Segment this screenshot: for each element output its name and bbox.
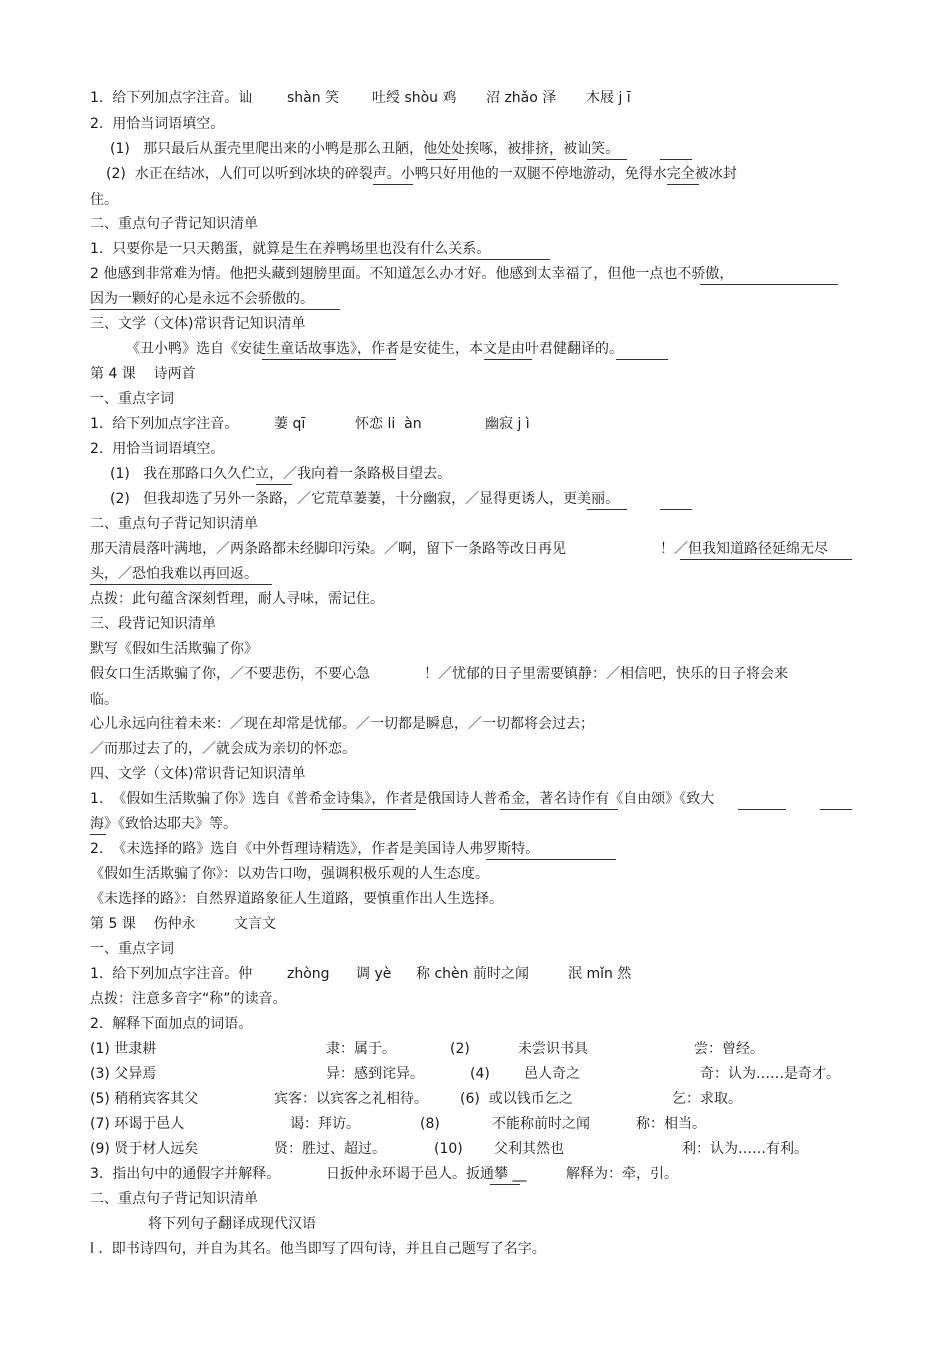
text-segment: 3. 指出句中的通假字并解释。 xyxy=(90,1166,281,1182)
text-segment: 二、重点句子背记知识清单 xyxy=(90,216,258,232)
underline xyxy=(90,834,106,835)
text-segment: (8) xyxy=(420,1116,440,1132)
text-segment: (1) 我在那路口久久伫立，／我向着一条路极目望去。 xyxy=(110,466,452,482)
text-segment: 点拨：此句蕴含深刻哲理，耐人寻味，需记住。 xyxy=(90,591,384,607)
underline xyxy=(660,509,692,510)
text-segment: 谒：拜访。 xyxy=(290,1116,360,1132)
text-segment: 隶：属于。 xyxy=(326,1041,396,1057)
text-line xyxy=(90,1014,860,1038)
text-line xyxy=(90,1089,860,1113)
text-line xyxy=(90,1189,860,1213)
text-segment: 父利其然也 xyxy=(494,1141,564,1157)
text-segment: 四、文学（文体)常识背记知识清单 xyxy=(90,766,306,782)
text-segment: 不能称前时之闻 xyxy=(492,1116,590,1132)
underline xyxy=(90,584,272,585)
text-line xyxy=(90,139,860,163)
text-line xyxy=(90,214,860,238)
text-line xyxy=(90,289,860,313)
underline xyxy=(272,259,550,260)
text-segment: 奇：认为……是奇才。 xyxy=(700,1066,840,1082)
text-segment: (2) 水正在结冰，人们可以听到冰块的碎裂声。小鸭只好用他的一双腿不停地游动，免得水完全被冰封 xyxy=(106,166,737,182)
text-segment: 点拨：注意多音字“称”的读音。 xyxy=(90,991,287,1007)
text-segment: (7) 环谒于邑人 xyxy=(90,1116,185,1132)
text-segment: (9) 贤于材人远矣 xyxy=(90,1141,199,1157)
text-line xyxy=(90,190,860,214)
text-line xyxy=(90,1214,860,1238)
underline xyxy=(500,809,564,810)
text-segment: shàn 笑 xyxy=(287,90,340,106)
text-line xyxy=(90,639,860,663)
text-segment: l . 即书诗四句，并自为其名。他当即写了四句诗，并且自己题写了名字。 xyxy=(90,1241,546,1257)
text-line xyxy=(90,1139,860,1163)
text-segment: 住。 xyxy=(90,192,118,208)
text-line xyxy=(90,88,860,112)
text-segment: 怀恋 li àn xyxy=(355,416,422,432)
text-line xyxy=(90,489,860,513)
text-segment: (1) 世隶耕 xyxy=(90,1041,157,1057)
text-line xyxy=(90,864,860,888)
text-segment: 假女口生活欺骗了你，／不要悲伤，不要心急 xyxy=(90,666,370,682)
text-segment: 异：感到诧异。 xyxy=(326,1066,424,1082)
text-segment: 头，／恐怕我难以再回返。 xyxy=(90,566,258,582)
text-segment: 泯 mǐn 然 xyxy=(568,966,632,982)
underline xyxy=(587,509,627,510)
text-line xyxy=(90,464,860,488)
text-segment: 《假如生活欺骗了你》：以劝告口吻，强调积极乐观的人生态度。 xyxy=(90,866,489,882)
text-line xyxy=(90,564,860,588)
text-segment: 1. 给下列加点字注音。仲 xyxy=(90,966,253,982)
text-segment: (10) xyxy=(434,1141,463,1157)
text-line xyxy=(90,1239,860,1263)
text-line xyxy=(90,114,860,138)
text-line xyxy=(90,364,860,388)
text-line xyxy=(90,914,860,938)
text-line xyxy=(90,539,860,563)
text-line xyxy=(90,690,860,714)
text-segment: 日扳仲永环谒于邑人。扳通攀 __ xyxy=(326,1166,527,1182)
underline xyxy=(700,284,838,285)
text-line xyxy=(90,814,860,838)
text-segment: zhòng xyxy=(287,966,330,982)
underline xyxy=(256,484,292,485)
text-line xyxy=(90,514,860,538)
text-line xyxy=(90,1064,860,1088)
text-segment: (2) xyxy=(450,1041,470,1057)
text-line xyxy=(90,714,860,738)
text-segment: 萋 qī xyxy=(274,416,306,432)
text-segment: 2 他感到非常难为情。他把头藏到翅膀里面。不知道怎么办才好。他感到太幸福了，但他一点也不骄傲， xyxy=(90,266,734,282)
text-segment: ！／但我知道路径延绵无尽 xyxy=(660,541,828,557)
text-segment: 解释为：牵，引。 xyxy=(566,1166,678,1182)
underline xyxy=(484,359,532,360)
text-segment: 1. 《假如生活欺骗了你》选自《普希金诗集》，作者是俄国诗人普希金，著名诗作有《自由颂》《致大 xyxy=(90,791,715,807)
text-segment: 《未选择的路》：自然界道路象征人生道路，要慎重作出人生选择。 xyxy=(90,891,503,907)
text-segment: 2. 用恰当词语填空。 xyxy=(90,441,225,457)
text-segment: ／而那过去了的，／就会成为亲切的怀恋。 xyxy=(90,741,356,757)
text-segment: 海》《致恰达耶夫》等。 xyxy=(90,816,237,832)
underline xyxy=(426,159,458,160)
text-line xyxy=(90,164,860,188)
text-segment: 三、段背记知识清单 xyxy=(90,616,216,632)
underline xyxy=(373,184,413,185)
text-segment: ！／忧郁的日子里需要镇静：／相信吧，快乐的日子将会来 xyxy=(424,666,788,682)
text-segment: 因为一颗好的心是永远不会骄傲的。 xyxy=(90,291,314,307)
text-segment: 利：认为……有利。 xyxy=(682,1141,808,1157)
underline xyxy=(738,809,786,810)
text-segment: 临。 xyxy=(90,692,118,708)
text-segment: (2) 但我却选了另外一条路，／它荒草萋萋，十分幽寂，／显得更诱人，更美丽。 xyxy=(110,491,620,507)
text-segment: 吐绶 shòu 鸡 xyxy=(372,90,457,106)
text-segment: (5) 稍稍宾客其父 xyxy=(90,1091,199,1107)
text-line xyxy=(90,414,860,438)
underline xyxy=(820,809,852,810)
text-segment: 1. 给下列加点字注音。 xyxy=(90,416,239,432)
text-segment: (4) xyxy=(470,1066,490,1082)
text-line xyxy=(90,889,860,913)
text-line xyxy=(90,764,860,788)
text-line xyxy=(90,939,860,963)
text-segment: 幽寂 j ì xyxy=(485,416,530,432)
text-segment: 一、重点字词 xyxy=(90,391,174,407)
text-line xyxy=(90,389,860,413)
text-segment: 2. 《未选择的路》选自《中外哲理诗精选》，作者是美国诗人弗罗斯特。 xyxy=(90,841,540,857)
underline xyxy=(564,809,618,810)
text-segment: 木屐 j ī xyxy=(586,90,631,106)
underline xyxy=(616,359,668,360)
text-line xyxy=(90,439,860,463)
text-line xyxy=(90,614,860,638)
text-segment: 称 chèn 前时之闻 xyxy=(416,966,529,982)
text-line xyxy=(90,989,860,1013)
text-line xyxy=(90,964,860,988)
text-line xyxy=(90,264,860,288)
text-segment: 一、重点字词 xyxy=(90,941,174,957)
text-line xyxy=(90,789,860,813)
text-segment: 沼 zhǎo 泽 xyxy=(486,90,557,106)
text-line xyxy=(90,839,860,863)
underline xyxy=(284,859,394,860)
underline xyxy=(526,159,556,160)
text-segment: 乞：求取。 xyxy=(672,1091,742,1107)
text-segment: 三、文学（文体)常识背记知识清单 xyxy=(90,316,306,332)
text-segment: 那天清晨落叶满地，／两条路都未经脚印污染。／啊，留下一条路等改日再见 xyxy=(90,541,566,557)
text-segment: 文言文 xyxy=(234,916,276,932)
text-segment: (1) 那只最后从蛋壳里爬出来的小鸭是那么丑陋，他处处挨啄，被排挤，被讪笑。 xyxy=(110,141,620,157)
text-segment: 调 yè xyxy=(356,966,392,982)
text-line xyxy=(90,1114,860,1138)
text-segment: 默写《假如生活欺骗了你》 xyxy=(90,641,258,657)
text-segment: 第 5 课 伤仲永 xyxy=(90,916,196,932)
text-segment: 称：相当。 xyxy=(636,1116,706,1132)
text-segment: 心儿永远向往着未来：／现在却常是忧郁。／一切都是瞬息，／一切都将会过去； xyxy=(90,716,594,732)
text-line xyxy=(90,589,860,613)
underline xyxy=(262,359,396,360)
text-line xyxy=(90,239,860,263)
text-segment: 尝：曾经。 xyxy=(694,1041,764,1057)
text-segment: 二、重点句子背记知识清单 xyxy=(90,1191,258,1207)
underline xyxy=(667,184,699,185)
underline xyxy=(490,1184,520,1185)
text-segment: (6) 或以钱币乞之 xyxy=(460,1091,573,1107)
underline xyxy=(90,309,340,310)
underline xyxy=(486,859,616,860)
text-line xyxy=(90,664,860,688)
text-line xyxy=(90,314,860,338)
text-segment: 1. 给下列加点字注音。讪 xyxy=(90,90,253,106)
text-segment: 2. 用恰当词语填空。 xyxy=(90,116,225,132)
underline xyxy=(587,159,627,160)
text-segment: 邑人奇之 xyxy=(524,1066,580,1082)
text-segment: 2. 解释下面加点的词语。 xyxy=(90,1016,253,1032)
text-segment: 二、重点句子背记知识清单 xyxy=(90,516,258,532)
underline xyxy=(660,159,692,160)
text-segment: 1. 只要你是一只天鹅蛋，就算是生在养鸭场里也没有什么关系。 xyxy=(90,241,491,257)
text-line xyxy=(90,739,860,763)
text-segment: 第 4 课 诗两首 xyxy=(90,366,196,382)
text-segment: (3) 父异焉 xyxy=(90,1066,157,1082)
text-line xyxy=(90,339,860,363)
underline xyxy=(322,809,416,810)
text-segment: 未尝识书具 xyxy=(518,1041,588,1057)
text-segment: 将下列句子翻译成现代汉语 xyxy=(148,1216,316,1232)
text-segment: 宾客：以宾客之礼相待。 xyxy=(274,1091,428,1107)
underline xyxy=(680,559,852,560)
text-segment: 贤：胜过、超过。 xyxy=(274,1141,386,1157)
text-line xyxy=(90,1164,860,1188)
text-line xyxy=(90,1039,860,1063)
text-segment: 《丑小鸭》选自《安徒生童话故事选》，作者是安徒生，本文是由叶君健翻译的。 xyxy=(126,341,623,357)
